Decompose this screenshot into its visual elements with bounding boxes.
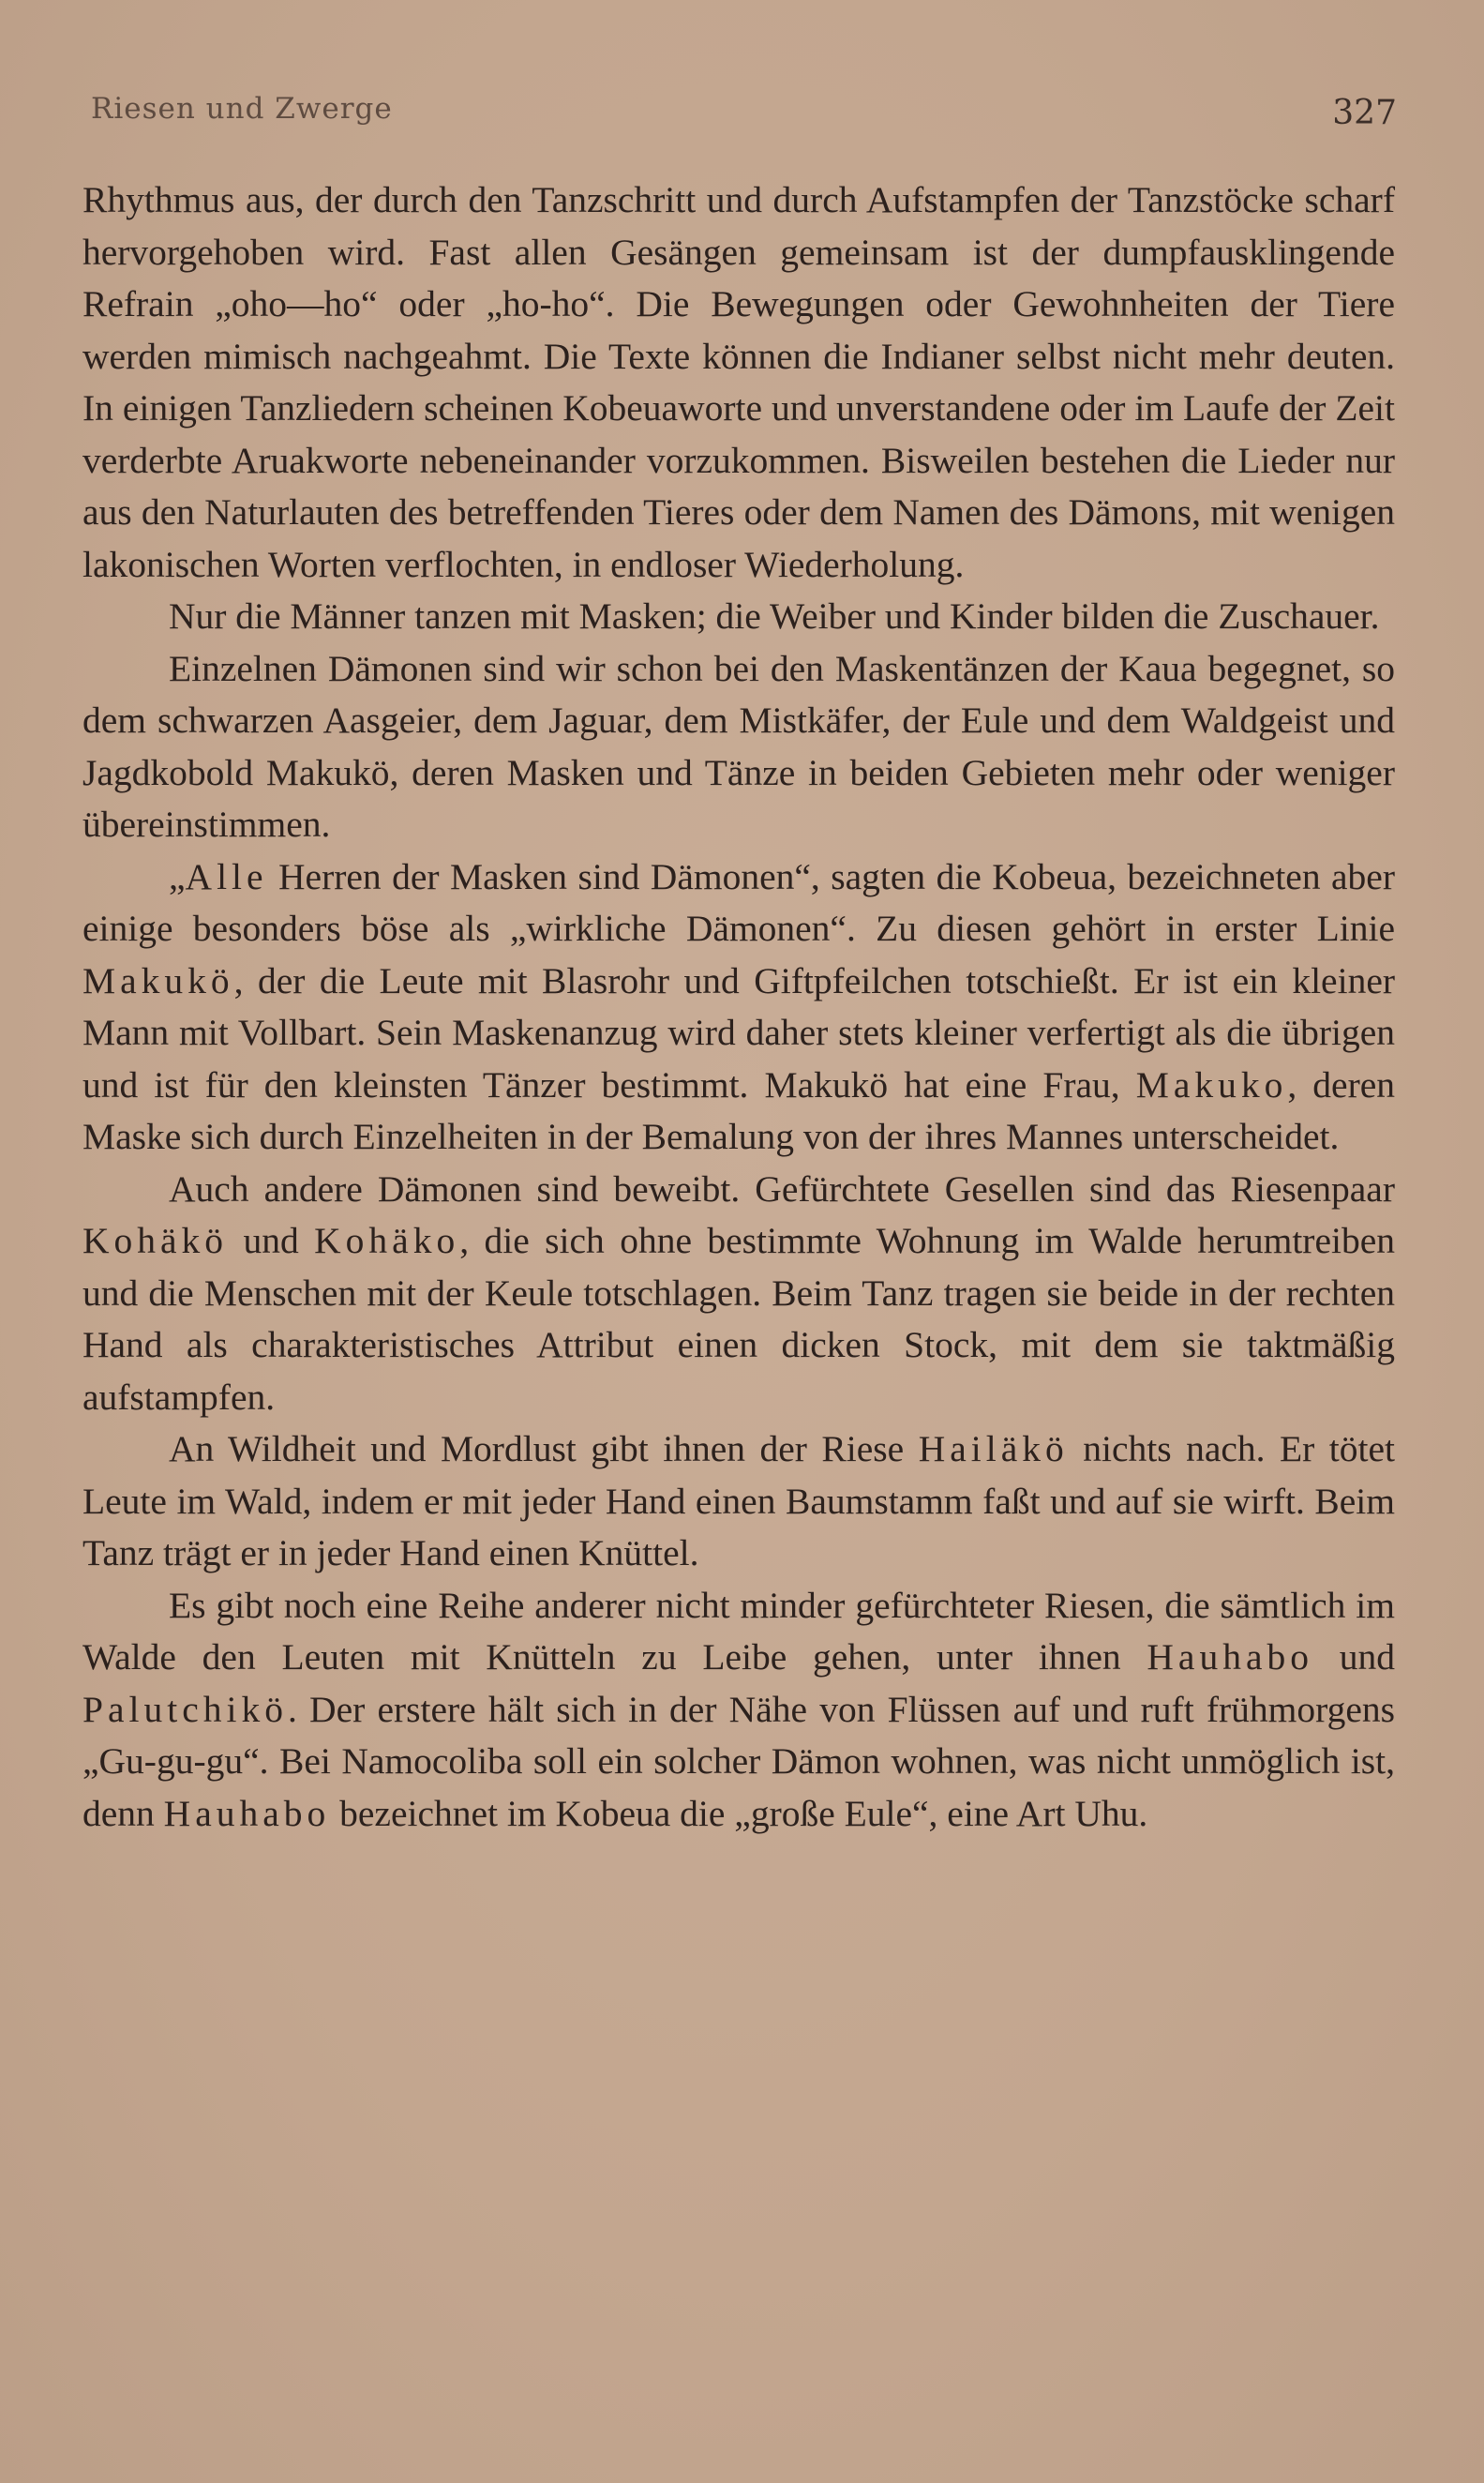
spaced-emphasis: Hauhabo xyxy=(163,1792,331,1834)
text-span: nichts nach. Er tötet Leute im Wald, indem er mit jeder Hand einen Baumstamm faßt und auf sie wirft. Beim Tanz trägt er in jeder Hand einen Knüttel. xyxy=(82,1428,1396,1573)
spaced-emphasis: Kohäkö xyxy=(82,1220,229,1261)
text-span: Auch andere Dämonen sind beweibt. Gefürchtete Gesellen sind das Riesenpaar xyxy=(169,1167,1395,1210)
body-text xyxy=(82,174,1395,1840)
text-span: Nur die Männer tanzen mit Masken; die Weiber und Kinder bilden die Zuschauer. xyxy=(169,595,1380,637)
text-span: „ xyxy=(169,855,186,897)
paragraph-1 xyxy=(82,174,1395,591)
spaced-emphasis: Makukö xyxy=(82,959,234,1001)
paragraph-2 xyxy=(82,591,1395,643)
paragraph-3 xyxy=(82,643,1395,851)
text-span: An Wildheit und Mordlust gibt ihnen der Riese xyxy=(169,1428,919,1469)
spaced-emphasis: Palutchikö xyxy=(82,1688,288,1730)
paragraph-4 xyxy=(82,851,1395,1164)
text-span: , deren Maske sich durch Einzelheiten in der Bemalung von der ihres Mannes unterscheidet. xyxy=(82,1063,1396,1157)
text-span: Es gibt noch eine Reihe anderer nicht minder gefürchteter Riesen, die sämtlich im Walde den Leuten mit Knütteln zu Leibe gehen, unter ihnen xyxy=(82,1584,1395,1678)
paragraph-6 xyxy=(82,1423,1395,1580)
spaced-emphasis: Hailäkö xyxy=(918,1428,1069,1469)
text-span: Herren der Masken sind Dämonen“, sagten die Kobeua, bezeichneten aber einige besonders böse als „wirkliche Dämonen“. Zu diesen gehört in erster Linie xyxy=(82,855,1395,949)
spaced-emphasis: Hauhabo xyxy=(1147,1636,1313,1678)
spaced-emphasis: Kohäko xyxy=(314,1220,460,1261)
text-span: Einzelnen Dämonen sind wir schon bei den Maskentänzen der Kaua begegnet, so dem schwarzen Aasgeier, dem Jaguar, dem Mistkäfer, der Eule und dem Waldgeist und Jagdkobold Makukö, deren Masken und Tänze in beiden Gebieten mehr oder weniger übereinstimmen. xyxy=(82,647,1395,845)
paragraph-5 xyxy=(82,1164,1395,1424)
spaced-emphasis: Makuko xyxy=(1135,1063,1288,1106)
spaced-emphasis: Alle xyxy=(185,855,268,897)
text-span: , die sich ohne bestimmte Wohnung im Walde herumtreiben und die Menschen mit der Keule totschlagen. Beim Tanz tragen sie beide in der rechten Hand als charakteristisches Attribut einen dicken Stock, mit dem sie taktmäßig aufstampfen. xyxy=(82,1220,1395,1418)
text-span: bezeichnet im Kobeua die „große Eule“, eine Art Uhu. xyxy=(330,1792,1148,1834)
running-head: Riesen und Zwerge xyxy=(91,92,393,126)
text-span: Rhythmus aus, der durch den Tanzschritt und durch Aufstampfen der Tanzstöcke scharf hervorgehoben wird. Fast allen Gesängen gemeinsam ist der dumpfausklingende Refrain „oho—ho“ oder „ho-ho“. Die Bewegungen oder Gewohnheiten der Tiere werden mimisch nachgeahmt. Die Texte können die Indianer selbst nicht mehr deuten. In einigen Tanzliedern scheinen Kobeuaworte und unverstandene oder im Laufe der Zeit verderbte Aruakworte nebeneinander vorzukommen. Bisweilen bestehen die Lieder nur aus den Naturlauten des betreffenden Tieres oder dem Namen des Dämons, mit wenigen lakonischen Worten verflochten, in endloser Wiederholung. xyxy=(82,179,1395,585)
text-span: und xyxy=(1312,1636,1395,1678)
page-number: 327 xyxy=(1332,94,1397,132)
text-span: . Der erstere hält sich in der Nähe von Flüssen auf und ruft frühmorgens „Gu-gu-gu“. Bei Namocoliba soll ein solcher Dämon wohnen, was nicht unmöglich ist, denn xyxy=(82,1688,1395,1834)
paragraph-7 xyxy=(82,1580,1395,1841)
text-span: , der die Leute mit Blasrohr und Giftpfeilchen totschießt. Er ist ein kleiner Mann mit Vollbart. Sein Maskenanzug wird daher stets kleiner verfertigt als die übrigen und ist für den kleinsten Tänzer bestimmt. Makukö hat eine Frau, xyxy=(82,959,1395,1106)
text-span: und xyxy=(228,1220,315,1261)
